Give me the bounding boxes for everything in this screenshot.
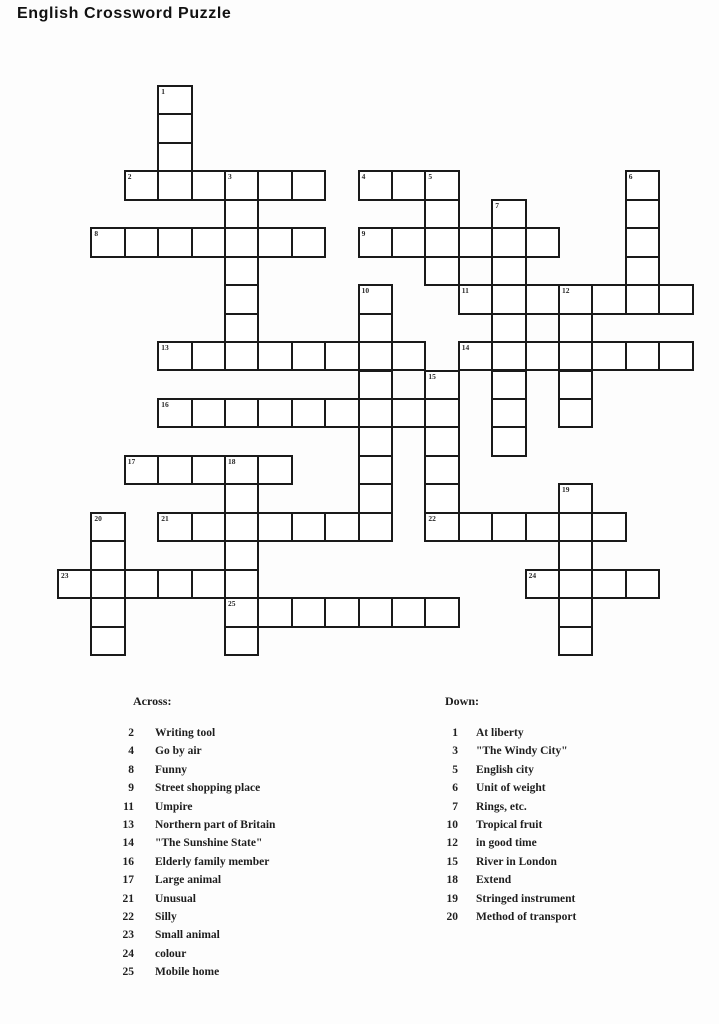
- clue-item-text: Elderly family member: [155, 855, 270, 868]
- grid-cell[interactable]: [191, 341, 226, 371]
- clue-item-number: 1: [452, 727, 458, 739]
- clue-item-text: English city: [476, 763, 534, 776]
- grid-cell[interactable]: [424, 227, 459, 257]
- clue-item-text: Large animal: [155, 874, 222, 887]
- grid-cell[interactable]: [157, 455, 192, 485]
- grid-cell[interactable]: [224, 227, 259, 257]
- grid-cell[interactable]: [558, 597, 593, 627]
- grid-cell[interactable]: [358, 370, 393, 400]
- across-clue-item: [112, 819, 275, 837]
- clue-number: 16: [161, 399, 169, 409]
- grid-cell[interactable]: [358, 597, 393, 627]
- grid-cell[interactable]: [558, 569, 593, 599]
- across-clue-item: [112, 929, 275, 947]
- grid-cell[interactable]: [625, 170, 660, 200]
- grid-cell[interactable]: [491, 284, 526, 314]
- grid-cell[interactable]: [224, 540, 259, 570]
- down-clue-item: [436, 745, 576, 763]
- clue-number: 7: [495, 200, 499, 210]
- clue-number: 12: [562, 286, 570, 296]
- clue-item-text: Mobile home: [155, 966, 220, 979]
- grid-cell[interactable]: [424, 199, 459, 229]
- grid-cell[interactable]: [291, 398, 326, 428]
- grid-cell[interactable]: [591, 284, 626, 314]
- grid-cell[interactable]: [458, 284, 493, 314]
- grid-cell[interactable]: [358, 170, 393, 200]
- grid-cell[interactable]: [224, 597, 259, 627]
- grid-cell[interactable]: [124, 170, 159, 200]
- clue-item-number: 3: [452, 745, 458, 758]
- down-clues-list: [436, 727, 576, 929]
- clue-item-number: 15: [446, 855, 458, 868]
- down-clue-item: [436, 911, 576, 929]
- grid-cell[interactable]: [324, 341, 359, 371]
- grid-cell[interactable]: [658, 284, 693, 314]
- grid-cell[interactable]: [391, 170, 426, 200]
- grid-cell[interactable]: [224, 483, 259, 513]
- grid-cell[interactable]: [291, 227, 326, 257]
- clue-item-text: Silly: [155, 910, 177, 923]
- grid-cell[interactable]: [525, 341, 560, 371]
- grid-cell[interactable]: [558, 398, 593, 428]
- grid-cell[interactable]: [257, 597, 292, 627]
- clue-item-number: 4: [128, 745, 134, 758]
- clue-item-number: 16: [122, 855, 134, 868]
- grid-cell[interactable]: [257, 398, 292, 428]
- down-clue-item: [436, 819, 576, 837]
- across-clues-list: [112, 727, 275, 984]
- clue-item-text: Street shopping place: [155, 782, 261, 795]
- grid-cell[interactable]: [291, 512, 326, 542]
- grid-cell[interactable]: [558, 626, 593, 656]
- clue-number: 19: [562, 485, 570, 495]
- across-clue-item: [112, 801, 275, 819]
- clue-number: 2: [127, 172, 132, 182]
- grid-cell[interactable]: [257, 455, 292, 485]
- clue-item-text: Funny: [155, 763, 187, 776]
- grid-cell[interactable]: [625, 199, 660, 229]
- grid-cell[interactable]: [124, 455, 159, 485]
- grid-cell[interactable]: [224, 512, 259, 542]
- grid-cell[interactable]: [491, 256, 526, 286]
- grid-cell[interactable]: [424, 398, 459, 428]
- clue-item-text: colour: [155, 947, 187, 960]
- clue-item-text: Tropical fruit: [476, 818, 543, 831]
- grid-cell[interactable]: [625, 569, 660, 599]
- clue-number: 8: [94, 229, 99, 239]
- clue-number: 20: [94, 513, 102, 523]
- grid-cell[interactable]: [124, 227, 159, 257]
- grid-cell[interactable]: [224, 313, 259, 343]
- clue-item-number: 9: [128, 782, 134, 795]
- clue-item-text: Method of transport: [476, 910, 577, 923]
- grid-cell[interactable]: [458, 512, 493, 542]
- clue-item-number: 18: [446, 874, 458, 887]
- clue-number: 14: [461, 343, 470, 353]
- grid-cell[interactable]: [558, 370, 593, 400]
- across-clue-item: [112, 837, 275, 855]
- grid-cell[interactable]: [291, 341, 326, 371]
- across-clue-item: [112, 745, 275, 763]
- clue-number: 1: [161, 87, 165, 96]
- clue-item-text: "The Sunshine State": [155, 837, 263, 850]
- across-clue-item: [112, 782, 275, 800]
- down-clue-item: [436, 893, 576, 911]
- grid-cell[interactable]: [224, 626, 259, 656]
- grid-cell[interactable]: [291, 597, 326, 627]
- grid-cell[interactable]: [424, 256, 459, 286]
- clue-item-number: 11: [123, 800, 134, 813]
- clue-number: 17: [127, 456, 136, 466]
- grid-cell[interactable]: [491, 341, 526, 371]
- grid-cell[interactable]: [324, 597, 359, 627]
- clue-item-text: Northern part of Britain: [155, 818, 276, 831]
- grid-cell[interactable]: [658, 341, 693, 371]
- clue-item-number: 19: [446, 892, 458, 905]
- grid-cell[interactable]: [224, 569, 259, 599]
- clue-item-number: 6: [452, 782, 458, 795]
- grid-cell[interactable]: [124, 569, 159, 599]
- grid-cell[interactable]: [257, 227, 292, 257]
- grid-cell[interactable]: [358, 512, 393, 542]
- clue-item-number: 17: [122, 874, 134, 887]
- grid-cell[interactable]: [90, 626, 125, 656]
- grid-cell[interactable]: [358, 227, 393, 257]
- clue-item-number: 20: [446, 910, 458, 923]
- grid-cell[interactable]: [491, 426, 526, 456]
- grid-cell[interactable]: [625, 341, 660, 371]
- grid-cell[interactable]: [591, 512, 626, 542]
- clue-item-number: 7: [452, 800, 458, 813]
- grid-cell[interactable]: [525, 569, 560, 599]
- grid-cell[interactable]: [558, 341, 593, 371]
- clue-number: 23: [61, 570, 69, 580]
- grid-cell[interactable]: [257, 512, 292, 542]
- clue-item-text: Extend: [476, 874, 512, 887]
- grid-cell[interactable]: [191, 512, 226, 542]
- grid-cell[interactable]: [591, 341, 626, 371]
- grid-cell[interactable]: [424, 170, 459, 200]
- down-clue-item: [436, 856, 576, 874]
- clue-item-number: 23: [122, 929, 134, 942]
- grid-cell[interactable]: [90, 569, 125, 599]
- down-clue-item: [436, 837, 576, 855]
- grid-cell[interactable]: [358, 455, 393, 485]
- grid-cell[interactable]: [157, 569, 192, 599]
- grid-cell[interactable]: [90, 540, 125, 570]
- clue-item-number: 13: [122, 818, 134, 831]
- down-clue-item: [436, 874, 576, 892]
- grid-cell[interactable]: [157, 512, 192, 542]
- grid-cell[interactable]: [224, 199, 259, 229]
- grid-cell[interactable]: [491, 512, 526, 542]
- across-clue-item: [112, 874, 275, 892]
- grid-cell[interactable]: [424, 483, 459, 513]
- grid-cell[interactable]: [424, 426, 459, 456]
- clue-item-number: 21: [122, 892, 134, 905]
- grid-cell[interactable]: [358, 398, 393, 428]
- grid-cell[interactable]: [224, 455, 259, 485]
- grid-cell[interactable]: [625, 256, 660, 286]
- clue-item-text: Go by air: [155, 745, 202, 758]
- grid-cell[interactable]: [525, 227, 560, 257]
- clue-item-text: Writing tool: [155, 727, 216, 739]
- down-clue-item: [436, 727, 576, 745]
- grid-cell[interactable]: [257, 170, 292, 200]
- grid-cell[interactable]: [224, 284, 259, 314]
- grid-cell[interactable]: [157, 398, 192, 428]
- clue-number: 4: [361, 172, 366, 182]
- grid-cell[interactable]: [157, 227, 192, 257]
- across-clue-item: [112, 727, 275, 745]
- grid-cell[interactable]: [558, 313, 593, 343]
- grid-cell[interactable]: [625, 284, 660, 314]
- down-clue-item: [436, 801, 576, 819]
- clue-item-text: Unit of weight: [476, 782, 546, 795]
- across-clues-header: Across:: [133, 694, 172, 708]
- clue-item-number: 5: [452, 763, 458, 776]
- grid-cell[interactable]: [424, 512, 459, 542]
- clue-item-number: 25: [122, 966, 134, 979]
- grid-cell[interactable]: [625, 227, 660, 257]
- grid-cell[interactable]: [191, 227, 226, 257]
- grid-cell[interactable]: [358, 341, 393, 371]
- grid-cell[interactable]: [391, 227, 426, 257]
- clue-item-number: 8: [128, 763, 134, 776]
- grid-cell[interactable]: [224, 256, 259, 286]
- grid-cell[interactable]: [491, 313, 526, 343]
- grid-cell[interactable]: [224, 170, 259, 200]
- grid-cell[interactable]: [358, 426, 393, 456]
- grid-cell[interactable]: [458, 227, 493, 257]
- grid-cell[interactable]: [591, 569, 626, 599]
- down-clue-item: [436, 782, 576, 800]
- across-clue-item: [112, 948, 275, 966]
- grid-cell[interactable]: [324, 398, 359, 428]
- grid-cell[interactable]: [157, 170, 192, 200]
- clue-number: 24: [528, 570, 537, 580]
- across-clue-item: [112, 893, 275, 911]
- grid-cell[interactable]: [291, 170, 326, 200]
- grid-cell[interactable]: [358, 313, 393, 343]
- grid-cell[interactable]: [324, 512, 359, 542]
- clue-number: 6: [628, 172, 633, 182]
- page-title: English Crossword Puzzle: [17, 5, 232, 22]
- grid-cell[interactable]: [558, 512, 593, 542]
- grid-cell[interactable]: [424, 370, 459, 400]
- clue-item-text: "The Windy City": [476, 745, 568, 758]
- grid-cell[interactable]: [257, 341, 292, 371]
- clue-item-text: Rings, etc.: [476, 800, 527, 813]
- grid-cell[interactable]: [157, 85, 192, 115]
- grid-cell[interactable]: [491, 227, 526, 257]
- grid-cell[interactable]: [157, 113, 192, 143]
- grid-cell[interactable]: [558, 483, 593, 513]
- clue-item-number: 22: [122, 910, 134, 923]
- grid-cell[interactable]: [391, 341, 426, 371]
- across-clue-item: [112, 856, 275, 874]
- clue-item-text: in good time: [476, 837, 537, 850]
- clue-number: 5: [428, 172, 433, 182]
- grid-cell[interactable]: [358, 284, 393, 314]
- grid-cell[interactable]: [491, 199, 526, 229]
- grid-cell[interactable]: [358, 483, 393, 513]
- clue-item-text: Stringed instrument: [476, 892, 576, 905]
- grid-cell[interactable]: [424, 597, 459, 627]
- grid-cell[interactable]: [224, 341, 259, 371]
- grid-cell[interactable]: [491, 398, 526, 428]
- down-clues-header: Down:: [445, 694, 480, 708]
- clue-item-number: 12: [446, 837, 458, 850]
- grid-cell[interactable]: [391, 398, 426, 428]
- clue-number: 22: [428, 513, 436, 523]
- clue-number: 3: [228, 172, 232, 182]
- clue-number: 11: [461, 286, 469, 296]
- grid-cell[interactable]: [191, 569, 226, 599]
- grid-cell[interactable]: [391, 597, 426, 627]
- clue-number: 25: [228, 599, 236, 609]
- grid-cell[interactable]: [558, 284, 593, 314]
- clue-item-text: Small animal: [155, 929, 220, 942]
- across-clue-item: [112, 764, 275, 782]
- grid-cell[interactable]: [191, 398, 226, 428]
- clue-item-number: 2: [128, 727, 134, 739]
- clue-number: 15: [428, 371, 436, 381]
- grid-cell[interactable]: [424, 455, 459, 485]
- grid-cell[interactable]: [191, 455, 226, 485]
- grid-cell[interactable]: [191, 170, 226, 200]
- grid-cell[interactable]: [525, 512, 560, 542]
- grid-cell[interactable]: [90, 512, 125, 542]
- clue-item-number: 14: [122, 837, 134, 850]
- clue-number: 13: [161, 343, 169, 353]
- clue-item-text: At liberty: [476, 727, 524, 739]
- clue-item-text: Unusual: [155, 892, 196, 905]
- clue-number: 9: [361, 229, 366, 239]
- grid-cell[interactable]: [558, 540, 593, 570]
- across-clue-item: [112, 911, 275, 929]
- clue-number: 21: [161, 513, 169, 523]
- grid-cell[interactable]: [157, 341, 192, 371]
- grid-cell[interactable]: [90, 597, 125, 627]
- clue-item-text: Umpire: [155, 800, 193, 813]
- clue-item-text: River in London: [476, 855, 557, 868]
- clue-number: 18: [228, 456, 236, 466]
- grid-cell[interactable]: [458, 341, 493, 371]
- clue-item-number: 24: [122, 947, 134, 960]
- grid-cell[interactable]: [90, 227, 125, 257]
- grid-cell[interactable]: [157, 142, 192, 172]
- grid-cell[interactable]: [525, 284, 560, 314]
- clue-item-number: 10: [446, 818, 458, 831]
- grid-cell[interactable]: [224, 398, 259, 428]
- grid-cell[interactable]: [57, 569, 92, 599]
- clue-number: 10: [361, 286, 370, 296]
- down-clue-item: [436, 764, 576, 782]
- grid-cell[interactable]: [491, 370, 526, 400]
- across-clue-item: [112, 966, 275, 984]
